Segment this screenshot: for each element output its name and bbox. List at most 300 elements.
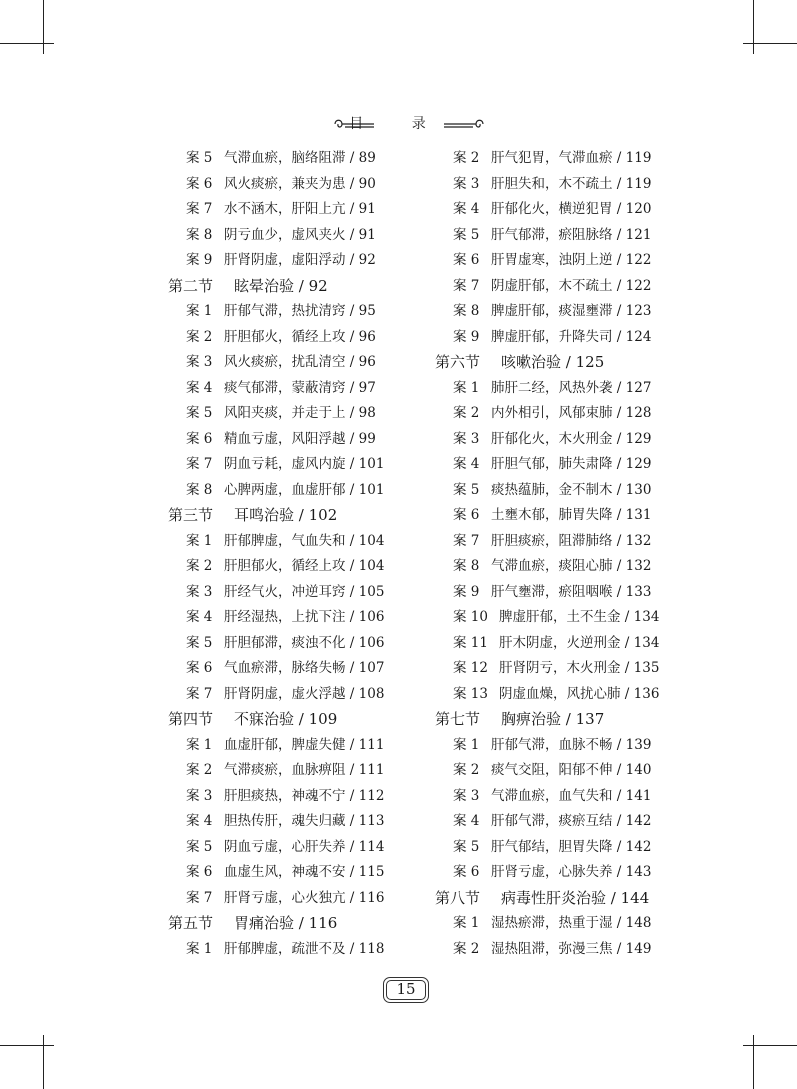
entry-page-number: 135 bbox=[633, 660, 660, 676]
case-title: 肝郁气滞，痰瘀互结 bbox=[491, 813, 613, 829]
entry-page-number: 124 bbox=[625, 328, 652, 345]
case-title: 痰气交阻，阳郁不伸 bbox=[491, 762, 613, 778]
case-title: 气滞痰瘀，血脉痹阻 bbox=[224, 762, 346, 778]
toc-case-entry bbox=[435, 248, 667, 274]
page-separator: / bbox=[345, 328, 359, 345]
case-title: 肝肾亏虚，心火独亢 bbox=[224, 889, 346, 906]
case-title: 肝郁脾虚，疏泄不及 bbox=[224, 940, 346, 957]
toc-case-entry bbox=[168, 554, 400, 580]
case-title: 肝郁化火，横逆犯胃 bbox=[491, 201, 613, 217]
case-title: 阴血亏虚，心肝失养 bbox=[224, 838, 346, 855]
case-title: 肝肾阴虚，虚阳浮动 bbox=[224, 252, 346, 268]
case-title: 肝气壅滞，瘀阻咽喉 bbox=[491, 583, 613, 600]
toc-case-entry bbox=[168, 427, 400, 453]
entry-page-number: 139 bbox=[625, 736, 652, 753]
case-title: 肝肾阴亏，木火刑金 bbox=[499, 660, 621, 676]
case-title: 脾虚肝郁，痰湿壅滞 bbox=[491, 303, 613, 319]
case-number: 案 5 bbox=[186, 838, 213, 855]
case-number: 案 1 bbox=[453, 915, 480, 931]
entry-page-number: 96 bbox=[358, 354, 376, 370]
toc-case-entry bbox=[435, 733, 667, 759]
case-title: 气滞血瘀，血气失和 bbox=[491, 787, 613, 804]
case-number: 案 8 bbox=[186, 481, 213, 498]
case-number: 案 7 bbox=[453, 532, 480, 549]
case-title: 肝肾亏虚，心脉失养 bbox=[491, 864, 613, 880]
entry-page-number: 148 bbox=[625, 915, 652, 931]
entry-page-number: 92 bbox=[358, 252, 376, 268]
page-separator: / bbox=[294, 710, 309, 728]
page-separator: / bbox=[612, 558, 626, 574]
entry-page-number: 134 bbox=[633, 634, 660, 651]
page-separator: / bbox=[612, 736, 626, 753]
section-number: 第七节 bbox=[435, 710, 481, 728]
entry-page-number: 104 bbox=[358, 558, 385, 574]
entry-page-number: 134 bbox=[633, 609, 660, 625]
page-separator: / bbox=[345, 889, 359, 906]
section-title: 眩晕治验 bbox=[234, 276, 295, 295]
page-separator: / bbox=[620, 685, 634, 702]
entry-page-number: 107 bbox=[358, 660, 385, 676]
section-title: 咳嗽治验 bbox=[501, 353, 562, 371]
page-separator: / bbox=[612, 762, 626, 778]
entry-page-number: 119 bbox=[625, 150, 652, 166]
entry-page-number: 136 bbox=[633, 685, 660, 702]
toc-case-entry bbox=[435, 682, 667, 708]
crop-mark bbox=[743, 43, 797, 44]
case-number: 案 1 bbox=[186, 532, 213, 549]
page-separator: / bbox=[345, 558, 359, 574]
entry-page-number: 89 bbox=[358, 150, 376, 166]
toc-case-entry bbox=[435, 605, 667, 631]
page-separator: / bbox=[612, 583, 626, 600]
page-separator: / bbox=[612, 787, 626, 804]
entry-page-number: 121 bbox=[625, 226, 652, 243]
case-number: 案 3 bbox=[453, 430, 480, 447]
case-title: 精血亏虚，风阳浮越 bbox=[224, 430, 346, 447]
case-number: 案 4 bbox=[186, 813, 213, 829]
page-number: 15 bbox=[396, 980, 416, 998]
section-number: 第二节 bbox=[168, 276, 214, 295]
case-title: 肝胆痰热，神魂不宁 bbox=[224, 787, 346, 804]
entry-page-number: 140 bbox=[625, 762, 652, 778]
page-separator: / bbox=[620, 660, 634, 676]
case-number: 案 2 bbox=[453, 405, 480, 421]
page-separator: / bbox=[612, 507, 626, 523]
case-title: 肝气郁结，胆胃失降 bbox=[491, 838, 613, 855]
page-separator: / bbox=[294, 506, 309, 524]
case-number: 案 5 bbox=[453, 226, 480, 243]
page-separator: / bbox=[612, 940, 626, 957]
case-number: 案 1 bbox=[186, 736, 213, 753]
toc-case-entry bbox=[435, 197, 667, 223]
toc-case-entry bbox=[168, 733, 400, 759]
page-separator: / bbox=[612, 303, 626, 319]
page-separator: / bbox=[612, 277, 626, 294]
page-separator: / bbox=[612, 532, 626, 549]
entry-page-number: 119 bbox=[625, 175, 652, 192]
toc-case-entry bbox=[435, 172, 667, 198]
case-title: 肝肾阴虚，虚火浮越 bbox=[224, 685, 346, 702]
toc-case-entry bbox=[435, 784, 667, 810]
case-title: 风火痰瘀，扰乱清空 bbox=[224, 354, 346, 370]
case-number: 案 3 bbox=[186, 787, 213, 804]
page-separator: / bbox=[345, 685, 359, 702]
entry-page-number: 99 bbox=[358, 430, 376, 447]
toc-case-entry bbox=[435, 835, 667, 861]
page-separator: / bbox=[345, 456, 359, 472]
page-separator: / bbox=[345, 940, 359, 957]
toc-case-entry bbox=[168, 784, 400, 810]
entry-page-number: 122 bbox=[625, 252, 652, 268]
case-number: 案 6 bbox=[186, 864, 213, 880]
case-number: 案 6 bbox=[453, 507, 480, 523]
entry-page-number: 137 bbox=[575, 710, 605, 728]
toc-section-entry bbox=[435, 707, 667, 733]
case-title: 水不涵木，肝阳上亢 bbox=[224, 201, 346, 217]
case-title: 阴虚血燥，风扰心肺 bbox=[499, 685, 621, 702]
entry-page-number: 132 bbox=[625, 558, 652, 574]
section-title: 病毒性肝炎治验 bbox=[501, 888, 607, 907]
toc-case-entry bbox=[168, 248, 400, 274]
entry-page-number: 118 bbox=[358, 940, 385, 957]
case-number: 案 12 bbox=[453, 660, 488, 676]
entry-page-number: 116 bbox=[308, 914, 338, 932]
page-separator: / bbox=[561, 710, 576, 728]
case-title: 肝胆失和，木不疏土 bbox=[491, 175, 613, 192]
page-number-box bbox=[383, 977, 429, 1003]
page-separator: / bbox=[345, 201, 359, 217]
case-title: 肝木阴虚，火逆刑金 bbox=[499, 634, 621, 651]
page-separator: / bbox=[612, 405, 626, 421]
case-title: 肝郁气滞，血脉不畅 bbox=[491, 736, 613, 753]
case-title: 痰气郁滞，蒙蔽清窍 bbox=[224, 379, 346, 396]
toc-case-entry bbox=[435, 503, 667, 529]
page-separator: / bbox=[612, 456, 626, 472]
toc-case-entry bbox=[168, 376, 400, 402]
case-title: 阴亏血少，虚风夹火 bbox=[224, 226, 346, 243]
page-separator: / bbox=[345, 303, 359, 319]
toc-case-entry bbox=[435, 860, 667, 886]
case-title: 肝胃虚寒，浊阴上逆 bbox=[491, 252, 613, 268]
entry-page-number: 91 bbox=[358, 226, 376, 243]
case-number: 案 3 bbox=[186, 354, 213, 370]
toc-case-entry bbox=[168, 401, 400, 427]
case-title: 胆热传肝，魂失归藏 bbox=[224, 813, 346, 829]
entry-page-number: 92 bbox=[308, 276, 328, 295]
page-separator: / bbox=[612, 864, 626, 880]
case-title: 肝郁脾虚，气血失和 bbox=[224, 532, 346, 549]
page-separator: / bbox=[345, 532, 359, 549]
entry-page-number: 115 bbox=[358, 864, 385, 880]
page-separator: / bbox=[345, 660, 359, 676]
page-separator: / bbox=[612, 481, 626, 498]
case-title: 脾虚肝郁，土不生金 bbox=[499, 609, 621, 625]
case-number: 案 1 bbox=[186, 940, 213, 957]
toc-case-entry bbox=[435, 529, 667, 555]
entry-page-number: 98 bbox=[358, 405, 376, 421]
scroll-ornament-right-icon bbox=[443, 117, 485, 131]
section-number: 第四节 bbox=[168, 710, 214, 728]
page-separator: / bbox=[294, 914, 309, 932]
case-title: 肝胆郁火，循经上攻 bbox=[224, 328, 346, 345]
toc-case-entry bbox=[435, 427, 667, 453]
page-separator: / bbox=[345, 481, 359, 498]
case-title: 内外相引，风郁束肺 bbox=[491, 405, 613, 421]
crop-mark bbox=[0, 1045, 54, 1046]
page-separator: / bbox=[561, 353, 576, 371]
toc-section-entry bbox=[435, 886, 667, 912]
toc-right-column bbox=[435, 146, 667, 962]
case-number: 案 13 bbox=[453, 685, 488, 702]
entry-page-number: 125 bbox=[575, 353, 605, 371]
toc-case-entry bbox=[435, 554, 667, 580]
page-separator: / bbox=[612, 201, 626, 217]
entry-page-number: 127 bbox=[625, 379, 652, 396]
toc-section-entry bbox=[168, 707, 400, 733]
entry-page-number: 91 bbox=[358, 201, 376, 217]
case-title: 肝胆郁滞，痰浊不化 bbox=[224, 634, 346, 651]
toc-section-entry bbox=[168, 503, 400, 529]
page-separator: / bbox=[612, 379, 626, 396]
case-number: 案 1 bbox=[453, 379, 480, 396]
section-title: 胸痹治验 bbox=[501, 710, 562, 728]
case-number: 案 5 bbox=[186, 405, 213, 421]
case-number: 案 9 bbox=[453, 583, 480, 600]
toc-case-entry bbox=[168, 580, 400, 606]
case-number: 案 5 bbox=[453, 838, 480, 855]
toc-left-column bbox=[168, 146, 400, 962]
entry-page-number: 111 bbox=[358, 762, 385, 778]
toc-case-entry bbox=[168, 605, 400, 631]
page-title: 目 录 bbox=[349, 116, 448, 132]
case-title: 肝郁气滞，热扰清窍 bbox=[224, 303, 346, 319]
toc-case-entry bbox=[435, 146, 667, 172]
case-number: 案 2 bbox=[453, 940, 480, 957]
toc-case-entry bbox=[168, 835, 400, 861]
case-number: 案 9 bbox=[453, 328, 480, 345]
page-separator: / bbox=[345, 736, 359, 753]
entry-page-number: 149 bbox=[625, 940, 652, 957]
entry-page-number: 105 bbox=[358, 583, 385, 600]
case-number: 案 11 bbox=[453, 634, 488, 651]
case-number: 案 1 bbox=[453, 736, 480, 753]
page-separator: / bbox=[612, 838, 626, 855]
case-title: 肝气郁滞，瘀阻脉络 bbox=[491, 226, 613, 243]
page-separator: / bbox=[345, 838, 359, 855]
entry-page-number: 143 bbox=[625, 864, 652, 880]
crop-mark bbox=[753, 1035, 754, 1089]
section-number: 第六节 bbox=[435, 353, 481, 371]
entry-page-number: 122 bbox=[625, 277, 652, 294]
toc-case-entry bbox=[435, 937, 667, 963]
case-number: 案 6 bbox=[453, 252, 480, 268]
page-separator: / bbox=[612, 813, 626, 829]
toc-case-entry bbox=[168, 809, 400, 835]
case-title: 气滞血瘀，脑络阻滞 bbox=[224, 150, 346, 166]
toc-case-entry bbox=[435, 631, 667, 657]
toc-case-entry bbox=[435, 911, 667, 937]
case-number: 案 10 bbox=[453, 609, 488, 625]
toc-case-entry bbox=[168, 937, 400, 963]
section-title: 胃痛治验 bbox=[234, 914, 295, 932]
crop-mark bbox=[753, 0, 754, 54]
toc-case-entry bbox=[168, 631, 400, 657]
page-separator: / bbox=[345, 354, 359, 370]
toc-case-entry bbox=[168, 223, 400, 249]
section-number: 第八节 bbox=[435, 888, 481, 907]
case-number: 案 7 bbox=[186, 685, 213, 702]
case-title: 气血瘀滞，脉络失畅 bbox=[224, 660, 346, 676]
case-title: 气滞血瘀，痰阻心肺 bbox=[491, 558, 613, 574]
toc-case-entry bbox=[435, 401, 667, 427]
page-separator: / bbox=[294, 276, 309, 295]
crop-mark bbox=[0, 43, 54, 44]
entry-page-number: 142 bbox=[625, 838, 652, 855]
entry-page-number: 95 bbox=[358, 303, 376, 319]
case-number: 案 8 bbox=[186, 226, 213, 243]
crop-mark bbox=[43, 1035, 44, 1089]
case-title: 肝郁化火，木火刑金 bbox=[491, 430, 613, 447]
case-title: 肝气犯胃，气滞血瘀 bbox=[491, 150, 613, 166]
toc-case-entry bbox=[435, 299, 667, 325]
entry-page-number: 109 bbox=[308, 710, 338, 728]
case-number: 案 2 bbox=[453, 150, 480, 166]
section-number: 第三节 bbox=[168, 506, 214, 524]
case-number: 案 5 bbox=[186, 150, 213, 166]
toc-case-entry bbox=[168, 325, 400, 351]
entry-page-number: 106 bbox=[358, 634, 385, 651]
case-number: 案 3 bbox=[453, 175, 480, 192]
page-separator: / bbox=[345, 226, 359, 243]
entry-page-number: 104 bbox=[358, 532, 385, 549]
page-separator: / bbox=[345, 175, 359, 192]
toc-case-entry bbox=[168, 860, 400, 886]
case-number: 案 6 bbox=[186, 175, 213, 192]
case-number: 案 3 bbox=[186, 583, 213, 600]
entry-page-number: 114 bbox=[358, 838, 385, 855]
page-separator: / bbox=[620, 634, 634, 651]
entry-page-number: 129 bbox=[625, 456, 652, 472]
page-separator: / bbox=[612, 328, 626, 345]
entry-page-number: 144 bbox=[620, 888, 650, 907]
case-title: 肺肝二经，风热外袭 bbox=[491, 379, 613, 396]
toc-case-entry bbox=[435, 809, 667, 835]
toc-case-entry bbox=[435, 478, 667, 504]
case-number: 案 6 bbox=[453, 864, 480, 880]
case-title: 痰热蕴肺，金不制木 bbox=[491, 481, 613, 498]
toc-case-entry bbox=[435, 580, 667, 606]
page-separator: / bbox=[612, 150, 626, 166]
case-number: 案 4 bbox=[453, 813, 480, 829]
case-number: 案 2 bbox=[186, 558, 213, 574]
case-number: 案 2 bbox=[453, 762, 480, 778]
page-separator: / bbox=[612, 252, 626, 268]
entry-page-number: 111 bbox=[358, 736, 385, 753]
entry-page-number: 120 bbox=[625, 201, 652, 217]
toc-case-entry bbox=[168, 197, 400, 223]
toc-case-entry bbox=[435, 274, 667, 300]
toc-case-entry bbox=[435, 376, 667, 402]
entry-page-number: 96 bbox=[358, 328, 376, 345]
case-title: 风阳夹痰，并走于上 bbox=[224, 405, 346, 421]
case-number: 案 2 bbox=[186, 328, 213, 345]
entry-page-number: 112 bbox=[358, 787, 385, 804]
page-separator: / bbox=[345, 787, 359, 804]
entry-page-number: 108 bbox=[358, 685, 385, 702]
toc-section-entry bbox=[435, 350, 667, 376]
toc-section-entry bbox=[168, 274, 400, 300]
entry-page-number: 130 bbox=[625, 481, 652, 498]
case-number: 案 2 bbox=[186, 762, 213, 778]
case-title: 阴血亏耗，虚风内旋 bbox=[224, 456, 346, 472]
case-number: 案 4 bbox=[453, 456, 480, 472]
case-title: 肝胆郁火，循经上攻 bbox=[224, 558, 346, 574]
section-number: 第五节 bbox=[168, 914, 214, 932]
toc-case-entry bbox=[168, 758, 400, 784]
case-title: 肝胆痰瘀，阻滞肺络 bbox=[491, 532, 613, 549]
entry-page-number: 131 bbox=[625, 507, 652, 523]
entry-page-number: 102 bbox=[308, 506, 338, 524]
page-separator: / bbox=[345, 813, 359, 829]
case-number: 案 5 bbox=[453, 481, 480, 498]
case-number: 案 1 bbox=[186, 303, 213, 319]
entry-page-number: 129 bbox=[625, 430, 652, 447]
entry-page-number: 97 bbox=[358, 379, 376, 396]
toc-case-entry bbox=[168, 656, 400, 682]
case-title: 血虚生风，神魂不安 bbox=[224, 864, 346, 880]
entry-page-number: 133 bbox=[625, 583, 652, 600]
page-separator: / bbox=[345, 864, 359, 880]
toc-case-entry bbox=[168, 350, 400, 376]
page-separator: / bbox=[345, 405, 359, 421]
entry-page-number: 101 bbox=[358, 456, 385, 472]
case-title: 肝胆气郁，肺失肃降 bbox=[491, 456, 613, 472]
case-title: 肝经气火，冲逆耳窍 bbox=[224, 583, 346, 600]
case-title: 土壅木郁，肺胃失降 bbox=[491, 507, 613, 523]
toc-case-entry bbox=[168, 682, 400, 708]
page-separator: / bbox=[620, 609, 634, 625]
toc-case-entry bbox=[168, 452, 400, 478]
page-separator: / bbox=[612, 915, 626, 931]
entry-page-number: 116 bbox=[358, 889, 385, 906]
entry-page-number: 123 bbox=[625, 303, 652, 319]
entry-page-number: 90 bbox=[358, 175, 376, 192]
page-separator: / bbox=[345, 379, 359, 396]
entry-page-number: 101 bbox=[358, 481, 385, 498]
case-number: 案 7 bbox=[186, 456, 213, 472]
toc-case-entry bbox=[435, 656, 667, 682]
page-separator: / bbox=[345, 609, 359, 625]
page-separator: / bbox=[612, 226, 626, 243]
entry-page-number: 142 bbox=[625, 813, 652, 829]
toc-case-entry bbox=[435, 325, 667, 351]
case-number: 案 7 bbox=[453, 277, 480, 294]
case-title: 脾虚肝郁，升降失司 bbox=[491, 328, 613, 345]
toc-case-entry bbox=[435, 452, 667, 478]
case-title: 肝经湿热，上扰下注 bbox=[224, 609, 346, 625]
toc-case-entry bbox=[168, 478, 400, 504]
toc-case-entry bbox=[168, 146, 400, 172]
entry-page-number: 141 bbox=[625, 787, 652, 804]
toc-case-entry bbox=[435, 758, 667, 784]
page-separator: / bbox=[612, 430, 626, 447]
page-header bbox=[0, 112, 797, 136]
entry-page-number: 128 bbox=[625, 405, 652, 421]
toc-section-entry bbox=[168, 911, 400, 937]
case-number: 案 9 bbox=[186, 252, 213, 268]
crop-mark bbox=[43, 0, 44, 54]
case-number: 案 4 bbox=[453, 201, 480, 217]
